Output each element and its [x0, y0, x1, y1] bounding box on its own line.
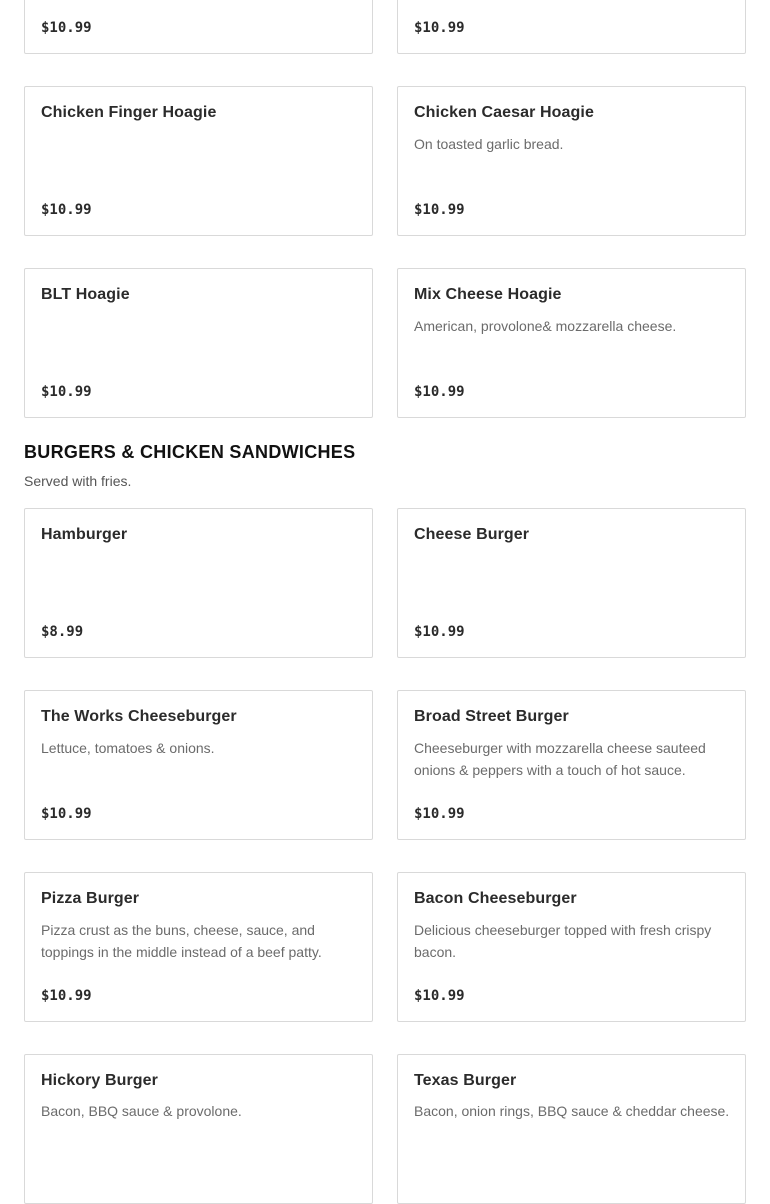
menu-item-card[interactable]: [24, 0, 373, 54]
menu-item-name: Hamburger: [41, 526, 128, 543]
menu-item-name: Hickory Burger: [41, 1072, 158, 1089]
menu-item-name: Pizza Burger: [41, 890, 140, 907]
menu-item-card[interactable]: [397, 1054, 746, 1204]
menu-item-description: Lettuce, tomatoes & onions.: [41, 740, 215, 756]
menu-item-card[interactable]: [397, 508, 746, 658]
menu-item-price: $10.99: [414, 624, 465, 640]
menu-item-price: $10.99: [414, 384, 465, 400]
menu-item-price: $8.99: [41, 624, 84, 640]
menu-item-name: Chicken Caesar Hoagie: [414, 104, 594, 121]
menu-item-card[interactable]: [24, 86, 373, 236]
menu-item-description: Bacon, BBQ sauce & provolone.: [41, 1103, 242, 1119]
menu-item-price: $10.99: [414, 20, 465, 36]
menu-item-card[interactable]: [397, 86, 746, 236]
menu-item-name: The Works Cheeseburger: [41, 708, 237, 725]
menu-item-description: On toasted garlic bread.: [414, 136, 564, 152]
menu-item-card[interactable]: [24, 872, 373, 1022]
section-subtitle: Served with fries.: [24, 473, 132, 489]
menu-item-description: Cheeseburger with mozzarella cheese sauteed onions & peppers with a touch of hot sauce.: [414, 740, 706, 778]
menu-item-description: American, provolone& mozzarella cheese.: [414, 318, 677, 334]
menu-item-card[interactable]: [24, 690, 373, 840]
menu-item-price: $10.99: [414, 988, 465, 1004]
menu-item-card[interactable]: [397, 268, 746, 418]
menu-item-card[interactable]: [397, 872, 746, 1022]
menu-item-name: Texas Burger: [414, 1072, 517, 1089]
menu-item-price: $10.99: [41, 806, 92, 822]
menu-item-name: Mix Cheese Hoagie: [414, 286, 562, 303]
menu-item-card[interactable]: [397, 690, 746, 840]
menu-item-card[interactable]: [24, 508, 373, 658]
menu-item-description: Bacon, onion rings, BBQ sauce & cheddar cheese.: [414, 1103, 730, 1119]
section-title: BURGERS & CHICKEN SANDWICHES: [24, 442, 356, 462]
menu-item-card[interactable]: [24, 268, 373, 418]
menu-item-description: Pizza crust as the buns, cheese, sauce, and toppings in the middle instead of a beef patty.: [41, 922, 322, 960]
menu-item-name: Cheese Burger: [414, 526, 530, 543]
menu-item-name: BLT Hoagie: [41, 286, 130, 303]
menu-item-name: Broad Street Burger: [414, 708, 569, 725]
menu-item-card[interactable]: [397, 0, 746, 54]
menu-item-card[interactable]: [24, 1054, 373, 1204]
menu-item-price: $10.99: [414, 806, 465, 822]
menu-item-description: Delicious cheeseburger topped with fresh crispy bacon.: [414, 922, 712, 960]
menu-item-price: $10.99: [41, 384, 92, 400]
menu-item-price: $10.99: [414, 202, 465, 218]
menu-item-price: $10.99: [41, 988, 92, 1004]
menu-item-name: Bacon Cheeseburger: [414, 890, 577, 907]
menu-item-name: Chicken Finger Hoagie: [41, 104, 217, 121]
menu-item-price: $10.99: [41, 202, 92, 218]
menu-item-price: $10.99: [41, 20, 92, 36]
